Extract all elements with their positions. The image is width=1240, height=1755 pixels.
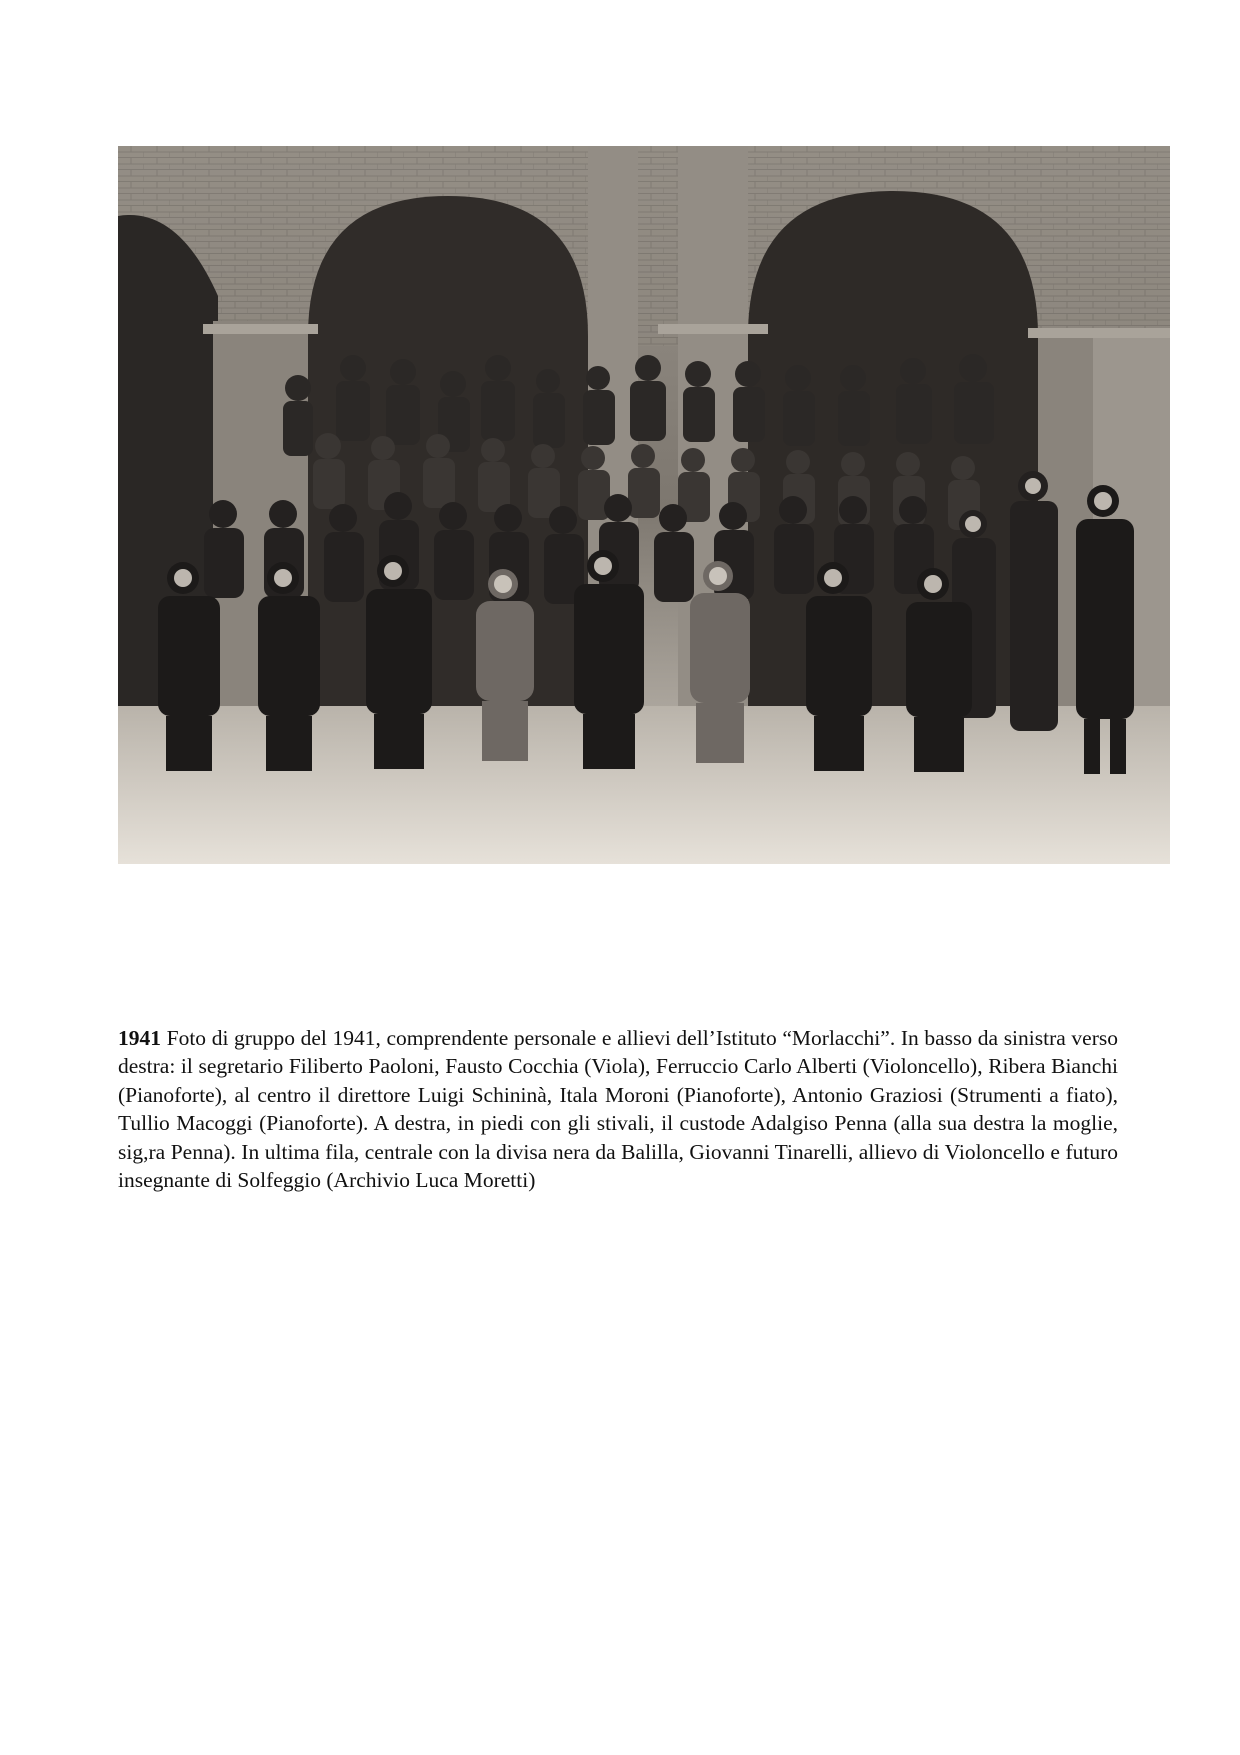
photo-caption (118, 1024, 1118, 1195)
group-photograph (118, 146, 1170, 864)
group-photograph-image (118, 146, 1170, 864)
caption-text: Foto di gruppo del 1941, comprendente personale e allievi dell’Istituto “Morlacchi”. In basso da sinistra verso destra: il segretario Filiberto Paoloni, Fausto Cocchia (Viola), Ferruccio Carlo Alberti (Violoncello), Ribera Bianchi (Pianoforte), al centro il direttore Luigi Schininà, Itala Moroni (Pianoforte), Antonio Graziosi (Strumenti a fiato), Tullio Macoggi (Pianoforte). A destra, in piedi con gli stivali, il custode Adalgiso Penna (alla sua destra la moglie, sig,ra Penna). In ultima fila, centrale con la divisa nera da Balilla, Giovanni Tinarelli, allievo di Violoncello e futuro insegnante di Solfeggio (Archivio Luca Moretti) (118, 1025, 1118, 1192)
caption-year: 1941 (118, 1025, 161, 1050)
